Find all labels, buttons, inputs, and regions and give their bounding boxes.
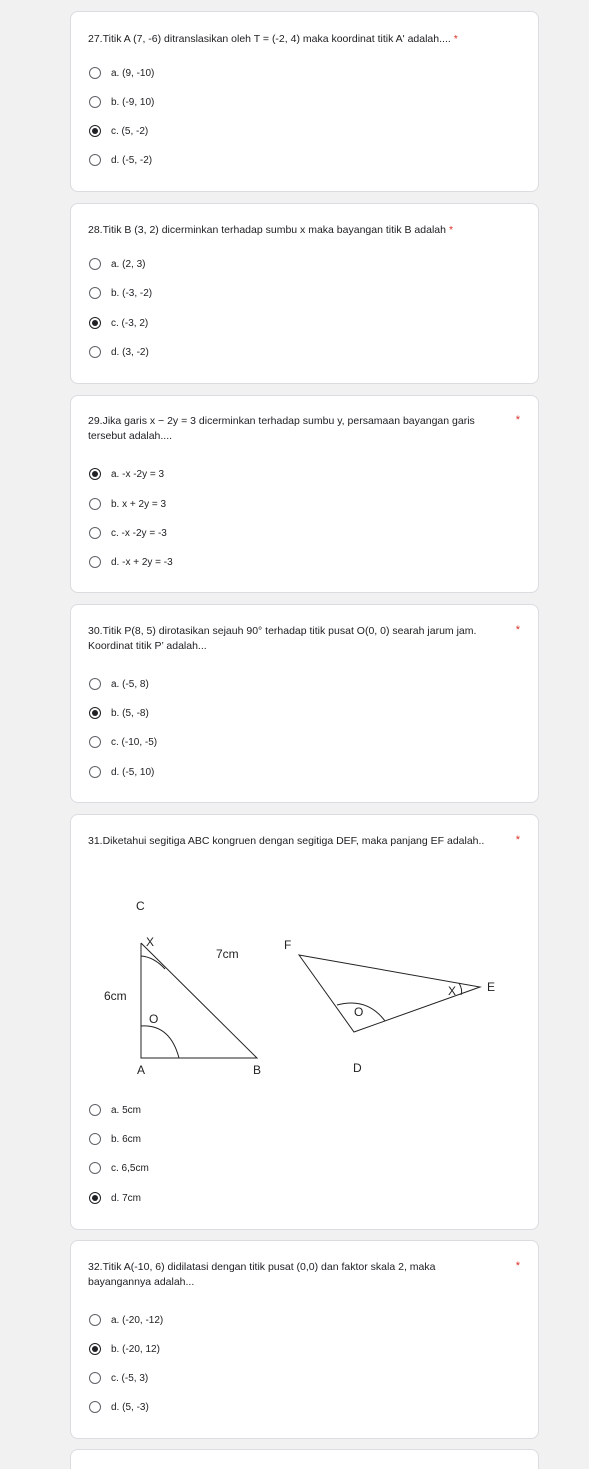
question-card-31 <box>70 814 539 1230</box>
option-a[interactable] <box>89 1312 163 1328</box>
option-b[interactable] <box>89 285 152 301</box>
radio-button[interactable] <box>89 154 101 166</box>
option-label: a. 5cm <box>111 1104 142 1116</box>
radio-button[interactable] <box>89 736 101 748</box>
option-d[interactable] <box>89 764 154 780</box>
required-asterisk: * <box>515 414 520 426</box>
option-c[interactable] <box>89 525 167 541</box>
radio-button[interactable] <box>89 1401 101 1413</box>
option-label: b. (-20, 12) <box>111 1343 160 1355</box>
question-card-27 <box>70 11 539 192</box>
angle-a-arc <box>141 1026 179 1058</box>
radio-button-selected[interactable] <box>89 1343 101 1355</box>
option-label: a. (-5, 8) <box>111 678 149 690</box>
radio-button[interactable] <box>89 1104 101 1116</box>
option-label: c. (-10, -5) <box>111 736 158 748</box>
side-label-ac: 6cm <box>104 989 127 1003</box>
option-d[interactable] <box>89 1399 149 1415</box>
option-b[interactable] <box>89 1131 141 1147</box>
vertex-label-a: A <box>137 1063 146 1077</box>
option-label: b. (5, -8) <box>111 707 149 719</box>
option-label: b. (-3, -2) <box>111 287 153 299</box>
option-label: b. 6cm <box>111 1133 142 1145</box>
option-label: c. -x -2y = -3 <box>111 527 167 539</box>
option-b[interactable] <box>89 496 166 512</box>
radio-button[interactable] <box>89 346 101 358</box>
radio-button-selected[interactable] <box>89 707 101 719</box>
question-text: 32.Titik A(-10, 6) didilatasi dengan titik pusat (0,0) dan faktor skala 2, maka bayangannya adalah... <box>88 1261 436 1288</box>
option-c[interactable] <box>89 123 148 139</box>
option-d[interactable] <box>89 344 149 360</box>
radio-button[interactable] <box>89 766 101 778</box>
question-text: 27.Titik A (7, -6) ditranslasikan oleh T = (-2, 4) maka koordinat titik A' adalah.... * <box>88 33 458 45</box>
question-card-next <box>70 1449 539 1469</box>
option-a[interactable] <box>89 65 154 81</box>
radio-button[interactable] <box>89 678 101 690</box>
option-d[interactable] <box>89 554 173 570</box>
option-label: a. (2, 3) <box>111 258 146 270</box>
vertex-label-d: D <box>353 1061 362 1075</box>
radio-button-selected[interactable] <box>89 1192 101 1204</box>
option-label: c. 6,5cm <box>111 1162 149 1174</box>
angle-label-x: X <box>146 935 155 949</box>
required-asterisk: * <box>515 834 520 846</box>
question-text: 31.Diketahui segitiga ABC kongruen dengan segitiga DEF, maka panjang EF adalah.. <box>88 835 485 847</box>
radio-button-selected[interactable] <box>89 317 101 329</box>
question-card-29 <box>70 395 539 593</box>
question-card-28 <box>70 203 539 384</box>
angle-e-arc <box>459 983 462 995</box>
option-label: d. 7cm <box>111 1192 142 1204</box>
option-label: d. -x + 2y = -3 <box>111 556 173 568</box>
option-a[interactable] <box>89 676 149 692</box>
option-b[interactable] <box>89 94 154 110</box>
option-c[interactable] <box>89 1160 149 1176</box>
option-label: a. (-20, -12) <box>111 1314 164 1326</box>
option-a[interactable] <box>89 256 145 272</box>
option-b[interactable] <box>89 1341 160 1357</box>
side-label-cb: 7cm <box>216 947 239 961</box>
angle-c-arc <box>141 956 165 969</box>
vertex-label-f: F <box>284 938 292 952</box>
option-b[interactable] <box>89 705 149 721</box>
option-label: d. (5, -3) <box>111 1401 149 1413</box>
radio-button[interactable] <box>89 67 101 79</box>
radio-button[interactable] <box>89 287 101 299</box>
option-label: d. (3, -2) <box>111 346 149 358</box>
option-a[interactable] <box>89 466 164 482</box>
question-card-32 <box>70 1240 539 1439</box>
angle-label-x: X <box>448 984 457 998</box>
radio-button-selected[interactable] <box>89 468 101 480</box>
option-label: d. (-5, 10) <box>111 766 155 778</box>
required-asterisk: * <box>515 1260 520 1272</box>
radio-button[interactable] <box>89 527 101 539</box>
option-c[interactable] <box>89 734 157 750</box>
triangle-figure <box>71 815 540 1085</box>
triangle-abc <box>141 943 257 1058</box>
required-asterisk: * <box>453 33 458 45</box>
option-label: c. (-5, 3) <box>111 1372 149 1384</box>
radio-button[interactable] <box>89 498 101 510</box>
option-c[interactable] <box>89 315 148 331</box>
radio-button[interactable] <box>89 1372 101 1384</box>
radio-button[interactable] <box>89 556 101 568</box>
question-text: 28.Titik B (3, 2) dicerminkan terhadap sumbu x maka bayangan titik B adalah * <box>88 224 454 236</box>
question-text: 29.Jika garis x − 2y = 3 dicerminkan terhadap sumbu y, persamaan bayangan garis tersebut adalah.... <box>88 415 475 442</box>
vertex-label-c: C <box>136 899 145 913</box>
question-card-30 <box>70 604 539 803</box>
vertex-label-b: B <box>253 1063 262 1077</box>
option-label: c. (5, -2) <box>111 125 149 137</box>
option-label: a. (9, -10) <box>111 67 155 79</box>
radio-button-selected[interactable] <box>89 125 101 137</box>
radio-button[interactable] <box>89 96 101 108</box>
option-label: d. (-5, -2) <box>111 154 153 166</box>
option-label: b. (-9, 10) <box>111 96 155 108</box>
option-label: b. x + 2y = 3 <box>111 498 167 510</box>
option-label: c. (-3, 2) <box>111 317 149 329</box>
angle-label-o: O <box>149 1012 159 1026</box>
option-d[interactable] <box>89 152 152 168</box>
angle-label-o: O <box>354 1005 364 1019</box>
vertex-label-e: E <box>487 980 496 994</box>
radio-button[interactable] <box>89 258 101 270</box>
radio-button[interactable] <box>89 1133 101 1145</box>
required-asterisk: * <box>448 224 454 236</box>
option-c[interactable] <box>89 1370 148 1386</box>
required-asterisk: * <box>515 624 520 636</box>
radio-button[interactable] <box>89 1162 101 1174</box>
question-text: 30.Titik P(8, 5) dirotasikan sejauh 90° terhadap titik pusat O(0, 0) searah jarum jam. Koordinat titik P’ adalah... <box>88 625 477 652</box>
radio-button[interactable] <box>89 1314 101 1326</box>
option-label: a. -x -2y = 3 <box>111 468 165 480</box>
option-a[interactable] <box>89 1102 141 1118</box>
option-d[interactable] <box>89 1190 141 1206</box>
